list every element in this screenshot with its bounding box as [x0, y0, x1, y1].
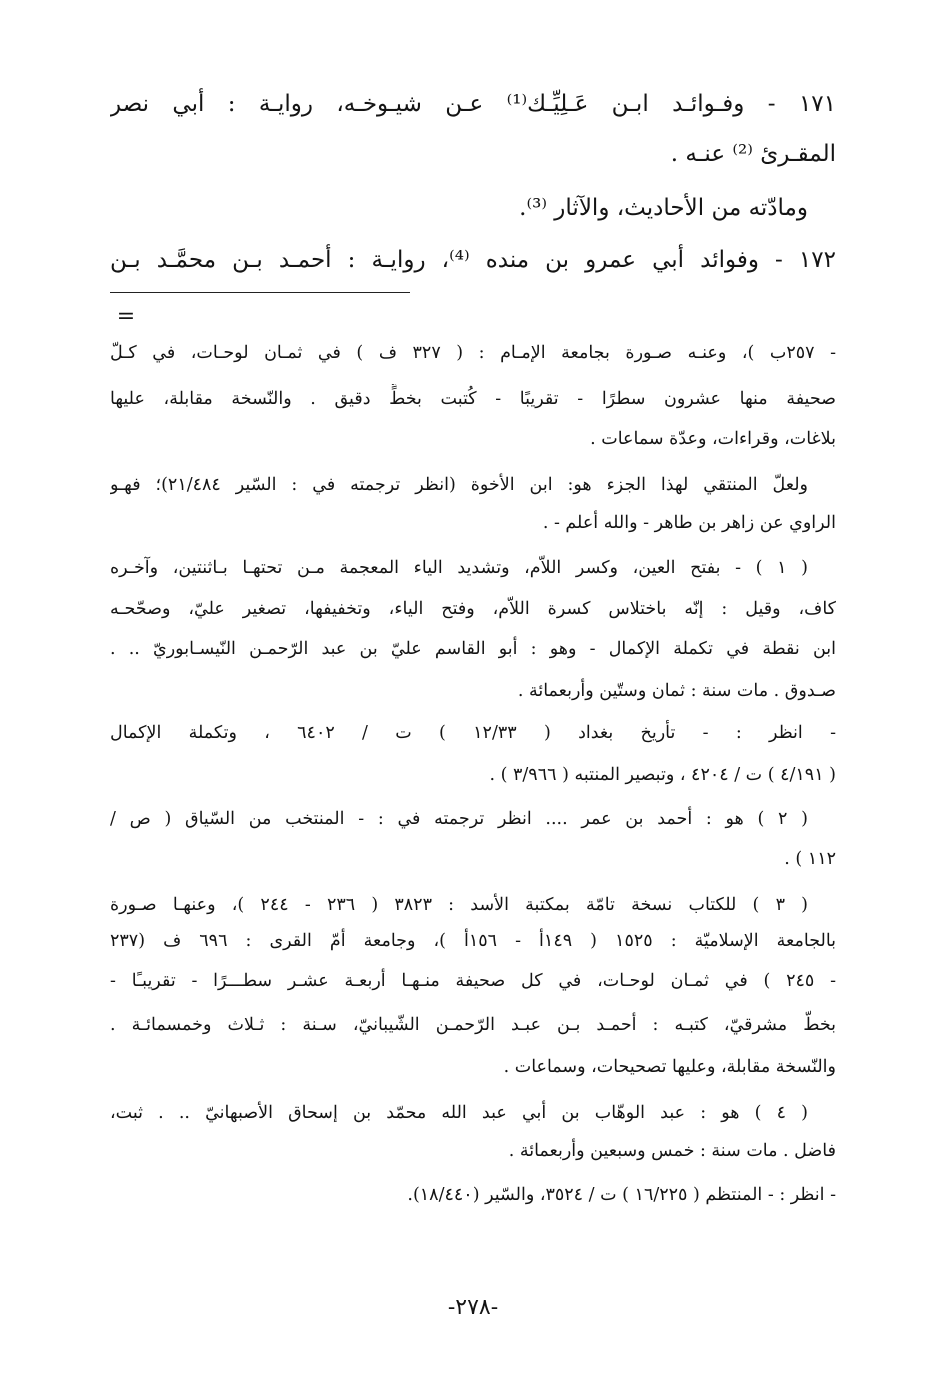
continuation-mark: =: [116, 304, 136, 329]
footnote-1-line-2: كاف، وقيل : إنّه باختلاس كسرة اللاّم، وفتح الياء، وتخفيفها، تصغير عليّ، وصحّحـه: [110, 599, 836, 619]
page-number: -٢٧٨-: [447, 1295, 499, 1320]
footnote-1-line-4: صـدوق . مات سنة : ثمان وستّين وأربعمائة .: [517, 681, 836, 701]
footnote-note-line-2: الراوي عن زاهر بن طاهر - والله أعلم - .: [542, 513, 836, 533]
footnote-2-line-2: ١١٢ ) .: [784, 849, 836, 869]
footnote-4-line-1: ( ٤ ) هو : عبد الوهّاب بن أبي عبد الله محمّد بن إسحاق الأصبهانيّ .. . ثبت،: [110, 1103, 808, 1123]
entry-171-line-1: ١٧١ - وفـوائـد ابـن عَـلِيِّـك⁽¹⁾ عـن شيـوخـه، روايـة : أبي نصر: [110, 91, 836, 117]
footnote-2-line-1: ( ٢ ) هو : أحمد بن عمر .... انظر ترجمته في : - المنتخب من السّياق ( ص /: [110, 809, 808, 829]
footnote-3-line-4: بخطّ مشرقيّ، كتبـه : أحمـد بـن عبـد الرّحمـن الشّيبانيّ، سـنة : ثـلاث وخمسمائـة .: [110, 1015, 836, 1035]
footnote-3-line-5: والنّسخة مقابلة، وعليها تصحيحات، وسماعات .: [503, 1057, 836, 1077]
footnote-1-line-3: ابن نقطة في تكملة الإكمال - وهو : أبو القاسم عليّ بن عبد الرّحمـن النّيسـابوريّ .. .: [110, 639, 836, 659]
footnote-1-sources-line-1: - انظر : - تأريخ بغداد ( ١٢/٣٣ ) ت / ٦٤٠٢ ، وتكملة الإكمال: [110, 723, 836, 743]
footnote-note-line-1: ولعلّ المنتقي لهذا الجزء هو: ابن الأخوة (انظر ترجمته في : السّير ٢١/٤٨٤)؛ فهـو: [110, 475, 808, 495]
book-page: [110, 0, 836, 1385]
footnote-3-line-2: بالجامعة الإسلاميّة : ١٥٢٥ ( ١٤٩أ - ١٥٦أ )، وجامعة أمّ القرى : ٦٩٦ ف (٢٣٧: [110, 931, 836, 951]
entry-171-line-2: المقـرئ ⁽²⁾ عنـه .: [670, 141, 836, 167]
footnote-3-line-1: ( ٣ ) للكتاب نسخة تامّة بمكتبة الأسد : ٣٨٢٣ ( ٢٣٦ - ٢٤٤ )، وعنهـا صـورة: [110, 895, 809, 915]
footnote-cont-line-2: صحيفة منها عشرون سطرًا - تقريبًا - كُتبت بخطٍّ دقيق . والنّسخة مقابلة، عليها: [110, 389, 836, 409]
footnote-1-sources-line-2: ( ٤/١٩١ ) ت / ٤٢٠٤ ، وتبصير المنتبه ( ٣/٩٦٦ ) .: [489, 765, 836, 785]
footnote-cont-line-3: بلاغات، وقراءات، وعدّة سماعات .: [590, 429, 836, 449]
footnote-4-sources-line: - انظر : - المنتظم ( ١٦/٢٢٥ ) ت / ٣٥٢٤، والسّير (١٨/٤٤٠).: [407, 1185, 836, 1205]
footnote-cont-line-1: - ٢٥٧ب )، وعنـه صـورة بجامعة الإمـام : ( ٣٢٧ ف ) في ثمـان لوحـات، في كـلّ: [110, 343, 836, 363]
entry-172-line-1: ١٧٢ - وفوائد أبي عمرو بن منده ⁽⁴⁾، روايـة : أحمـد بـن محمَّـد بـن: [110, 247, 836, 273]
footnote-4-line-2: فاضل . مات سنة : خمس وسبعين وأربعمائة .: [508, 1141, 836, 1161]
footnote-3-line-3: - ٢٤٥ ) في ثمـان لوحـات، في كل صحيفة منـهـا أربعـة عشـر سطـــرًا - تقريبـًا -: [110, 971, 836, 991]
entry-171-line-3: ومادّته من الأحاديث، والآثار ⁽³⁾.: [519, 195, 808, 221]
footnote-separator: [110, 292, 410, 293]
footnote-1-line-1: ( ١ ) - بفتح العين، وكسر اللاّم، وتشديد الياء المعجمة مـن تحتهـا بـاثنتين، وآخـره: [110, 558, 809, 578]
